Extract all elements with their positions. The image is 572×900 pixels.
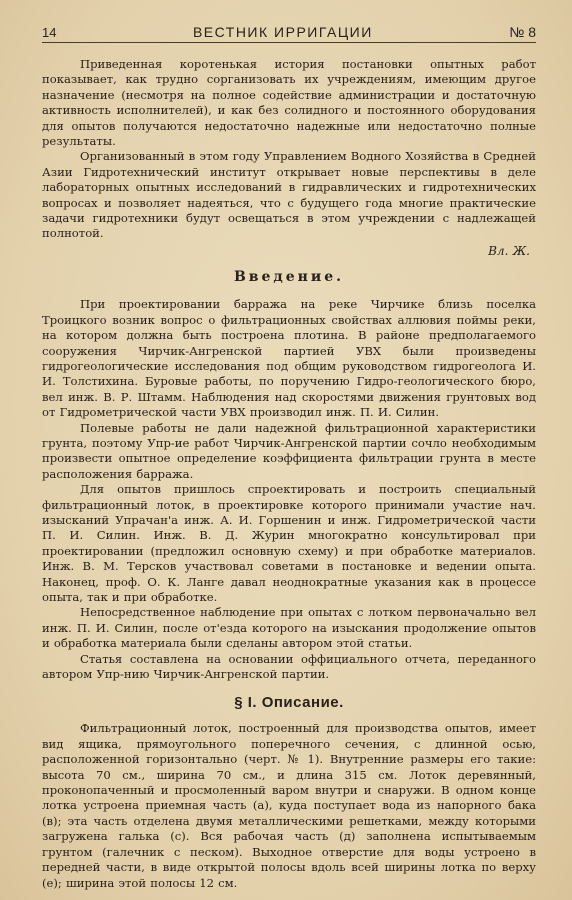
journal-title: ВЕСТНИК ИРРИГАЦИИ (192, 24, 373, 40)
preface-paragraph: Приведенная коротенькая история постановки опытных работ показывает, как трудно сорганизовать их учреждениям, имеющим другое назначение (несмотря на полное содействие администрации и достаточную активность исполнителей), и как без солидного и постоянного оборудования для опытов получаются недостаточно надежные или недостаточно полные результаты. (42, 57, 536, 149)
intro-paragraph: Полевые работы не дали надежной фильтрационной характеристики грунта, поэтому Упр-ие работ Чирчик-Ангренской партии сочло необходимым произвести опытное определение коэффициента фильтрации грунта в месте расположения барража. (42, 420, 536, 481)
preface-paragraph: Организованный в этом году Управлением Водного Хозяйства в Средней Азии Гидротехнический институт открывает новые перспективы в деле лабораторных опытных исследований в гидравлических и гидротехнических вопросах и позволяет надеяться, что с будущего года многие практические задачи гидротехники будут освещаться в этом учреждении с надлежащей полнотой. (42, 149, 536, 241)
section-heading: § I. Описание. (234, 694, 344, 712)
intro-paragraph: Статья составлена на основании оффициального отчета, переданного автором Упр-нию Чирчик-Ангренской партии. (42, 651, 536, 682)
intro-paragraph: Непосредственное наблюдение при опытах с лотком первоначально вел инж. П. И. Силин, после от'езда которого на изыскания продолжение опытов и обработка материала были сделаны автором этой статьи. (42, 605, 536, 651)
page-number: 14 (42, 25, 57, 40)
running-header (42, 24, 536, 43)
section-paragraph: Фильтрационный лоток, построенный для производства опытов, имеет вид ящика, прямоугольного поперечного сечения, с длинной осью, расположенной горизонтально (черт. № 1). Внутренние размеры его такие: высота 70 см., ширина 70 см., и длина 315 см. Лоток деревянный, проконопаченный и просмоленный варом внутри и снаружи. В одном конце лотка устроена приемная часть (а), куда поступает вода из напорного бака (в); эта часть отделена двумя металлическими решетками, между которыми загружена галька (с). Вся рабочая часть (д) заполнена испытываемым грунтом (галечник с песком). Выходное отверстие для воды устроено в передней части, в виде открытой полосы вдоль всей ширины лотка по верху (е); ширина этой полосы 12 см. (42, 721, 536, 890)
signature: Вл. Ж. (488, 243, 530, 258)
issue-number: № 8 (509, 24, 536, 40)
introduction-heading: Введение. (233, 269, 345, 286)
intro-paragraph: Для опытов пришлось спроектировать и построить специальный фильтрационный лоток, в проектировке которого принимали участие нач. изысканий Упрачан'а инж. А. И. Горшенин и инж. Гидрометрической части П. И. Силин. Инж. В. Д. Журин многократно консультировал при проектировании (предложил основную схему) и при обработке материалов. Инж. В. М. Терсков участвовал советами в постановке и ведении опыта. Наконец, проф. О. К. Ланге давал неоднократные указания как в процессе опыта, так и при обработке. (42, 482, 536, 604)
intro-paragraph: При проектировании барража на реке Чирчике близь поселка Троицкого возник вопрос о фильтрационных свойствах аллювия поймы реки, на котором должна быть построена плотина. В районе предполагаемого сооружения Чирчик-Ангренской партией УВХ были произведены гидрогеологические исследования под общим руководством гидрогеолога И. И. Толстихина. Буровые работы, по поручению Гидро-геологического бюро, вел инж. В. Р. Штамм. Наблюдения над скоростями движения грунтовых вод от Гидрометрической части УВХ производил инж. П. И. Силин. (42, 297, 536, 420)
